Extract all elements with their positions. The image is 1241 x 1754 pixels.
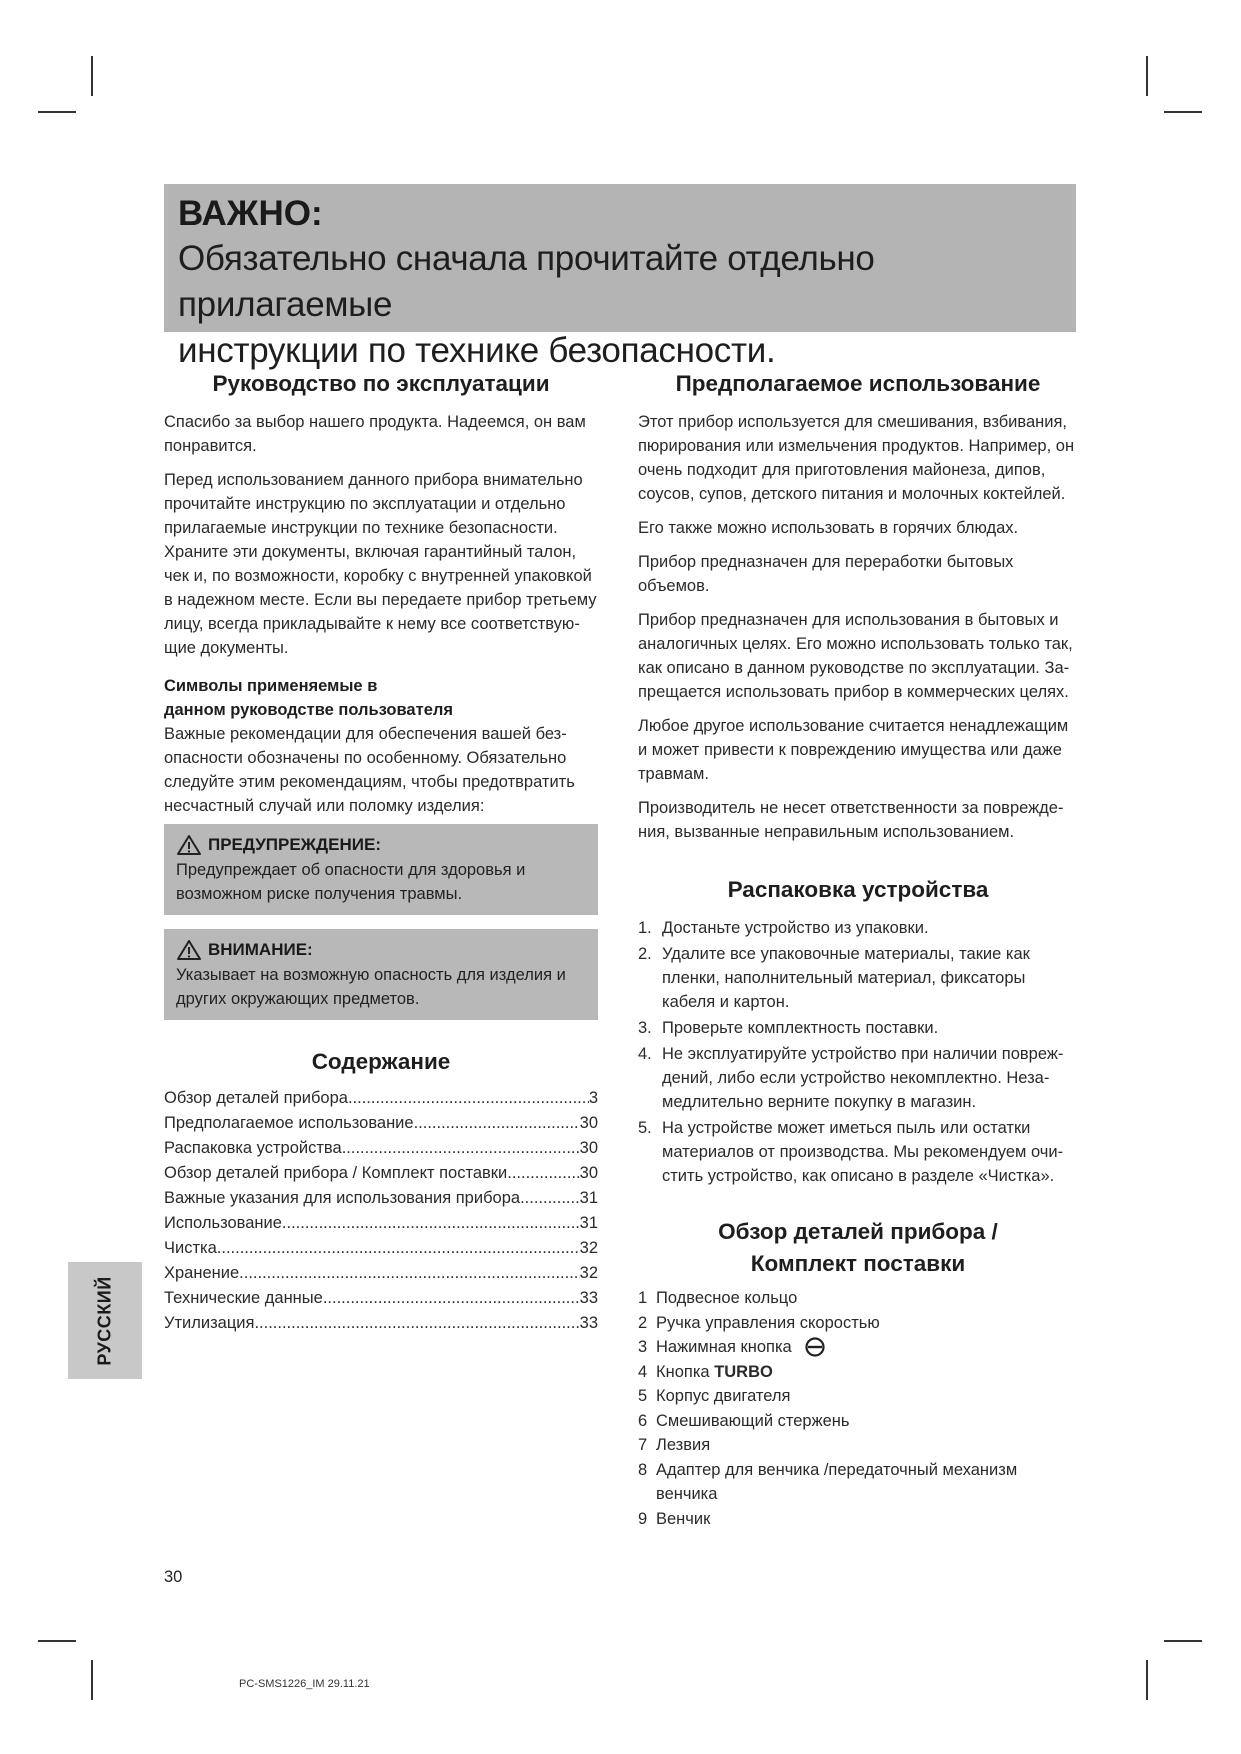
parts-heading-line-1: Обзор деталей прибора / <box>718 1219 998 1244</box>
intended-p6: Производитель не несет ответственности за повреждения, вызванные неправильным использованием. <box>638 799 1064 841</box>
caution-box <box>164 929 598 1020</box>
list-item: 3 Нажимная кнопка <box>638 1335 1078 1360</box>
read-instructions-paragraph: Перед использованием данного прибора внимательно прочитайте инструкцию по эксплуатации и отдельно прилагаемые инструкции по технике безопасности. Храните эти документы, включая гарантийный талон, чек и, по возможности, коробку с внутренней упаковкой в надежном месте. Если вы передаете прибор третьему лицу, всегда прикладывайте к нему все соответствующие документы. <box>164 471 597 657</box>
parts-heading-line-2: Комплект поставки <box>750 1251 966 1276</box>
toc-entry[interactable]: Технические данные ..... 33 <box>164 1286 598 1311</box>
banner-title: ВАЖНО: <box>178 194 323 233</box>
warning-triangle-icon <box>176 939 202 961</box>
crop-mark <box>1146 1660 1148 1700</box>
table-of-contents <box>164 1086 598 1336</box>
list-item: 1. Достаньте устройство из упаковки. <box>638 919 929 937</box>
warning-text: Предупреждает об опасности для здоровья и возможном риске получения травмы. <box>176 861 526 903</box>
crop-mark <box>1146 56 1148 96</box>
list-item: 5 Корпус двигателя <box>638 1387 791 1405</box>
crop-mark <box>38 111 76 113</box>
caution-title: ВНИМАНИЕ: <box>208 940 313 959</box>
toc-entry[interactable]: Утилизация ..... 33 <box>164 1311 598 1336</box>
crop-mark <box>1164 111 1202 113</box>
thanks-paragraph: Спасибо за выбор нашего продукта. Надеемся, он вам понравится. <box>164 413 586 455</box>
language-tab-label: РУССКИЙ <box>94 1275 115 1366</box>
list-item: 4 Кнопка TURBO <box>638 1362 773 1381</box>
symbols-paragraph: Важные рекомендации для обеспечения вашей безопасности обозначены по особенному. Обязательно следуйте этим рекомендациям, чтобы предотвратить несчастный случай или поломку изделия: <box>164 725 575 815</box>
list-item: 3. Проверьте комплектность поставки. <box>638 1019 939 1037</box>
circle-minus-icon <box>804 1336 826 1358</box>
crop-mark <box>91 56 93 96</box>
warning-triangle-icon <box>176 834 202 856</box>
intended-p1: Этот прибор используется для смешивания, взбивания, пюрирования или измельчения продуктов. Например, он очень подходит для приготовления майонеза, дипов, соусов, супов, детского питания и молочных коктейлей. <box>638 413 1075 503</box>
toc-entry[interactable]: Обзор деталей прибора ..... 3 <box>164 1086 598 1111</box>
language-tab <box>68 1262 142 1379</box>
list-item: 5. На устройстве может иметься пыль или остатки материалов от производства. Мы рекомендуем очистить устройство, как описано в разделе «Чистка». <box>638 1119 1064 1185</box>
intended-p3: Прибор предназначен для переработки бытовых объемов. <box>638 553 1014 595</box>
warning-box <box>164 824 598 915</box>
toc-entry[interactable]: Предполагаемое использование ..... 30 <box>164 1111 598 1136</box>
parts-list <box>638 1286 1078 1531</box>
warning-title: ПРЕДУПРЕЖДЕНИЕ: <box>208 835 381 854</box>
manual-heading: Руководство по эксплуатации <box>212 371 550 396</box>
list-item: 4. Не эксплуатируйте устройство при наличии повреждений, либо если устройство некомплектно. Незамедлительно верните покупку в магазин. <box>638 1045 1064 1111</box>
list-item: 2 Ручка управления скоростью <box>638 1313 880 1332</box>
caution-text: Указывает на возможную опасность для изделия и других окружающих предметов. <box>176 966 566 1008</box>
list-item: 6 Смешивающий стержень <box>638 1411 850 1430</box>
document-code: PC-SMS1226_IM 29.11.21 <box>239 1678 370 1690</box>
toc-entry[interactable]: Важные указания для использования прибора ..... 31 <box>164 1186 598 1211</box>
toc-entry[interactable]: Обзор деталей прибора / Комплект поставки ..... 30 <box>164 1161 598 1186</box>
intended-p5: Любое другое использование считается ненадлежащим и может привести к повреждению имущества или даже травмам. <box>638 717 1069 783</box>
intended-use-heading: Предполагаемое использование <box>675 371 1041 396</box>
banner-line-2: инструкции по технике безопасности. <box>178 331 776 370</box>
list-item: 8 Адаптер для венчика /передаточный механизм венчика <box>638 1460 1018 1503</box>
list-item: 9 Венчик <box>638 1509 711 1528</box>
banner-line-1: Обязательно сначала прочитайте отдельно прилагаемые <box>178 239 875 324</box>
unpack-steps <box>638 916 1078 1188</box>
contents-heading: Содержание <box>311 1049 451 1074</box>
page-number: 30 <box>164 1568 183 1586</box>
symbols-heading-line-2: данном руководстве пользователя <box>164 701 453 719</box>
crop-mark <box>91 1660 93 1700</box>
symbols-heading-line-1: Символы применяемые в <box>164 677 378 695</box>
left-column <box>164 368 598 1336</box>
right-column <box>638 368 1078 1531</box>
list-item: 1 Подвесное кольцо <box>638 1289 798 1307</box>
toc-entry[interactable]: Чистка ..... 32 <box>164 1236 598 1261</box>
toc-entry[interactable]: Распаковка устройства ..... 30 <box>164 1136 598 1161</box>
toc-entry[interactable]: Использование ..... 31 <box>164 1211 598 1236</box>
crop-mark <box>1164 1640 1202 1642</box>
list-item: 7 Лезвия <box>638 1436 711 1454</box>
intended-p2: Его также можно использовать в горячих блюдах. <box>638 519 1019 537</box>
unpack-heading: Распаковка устройства <box>727 877 989 902</box>
list-item: 2. Удалите все упаковочные материалы, такие как пленки, наполнительный материал, фиксаторы кабеля и картон. <box>638 945 1030 1011</box>
important-banner <box>164 184 1076 370</box>
intended-p4: Прибор предназначен для использования в бытовых и аналогичных целях. Его можно использовать только так, как описано в данном руководстве по эксплуатации. Запрещается использовать прибор в коммерческих целях. <box>638 611 1073 701</box>
crop-mark <box>38 1640 76 1642</box>
toc-entry[interactable]: Хранение ..... 32 <box>164 1261 598 1286</box>
